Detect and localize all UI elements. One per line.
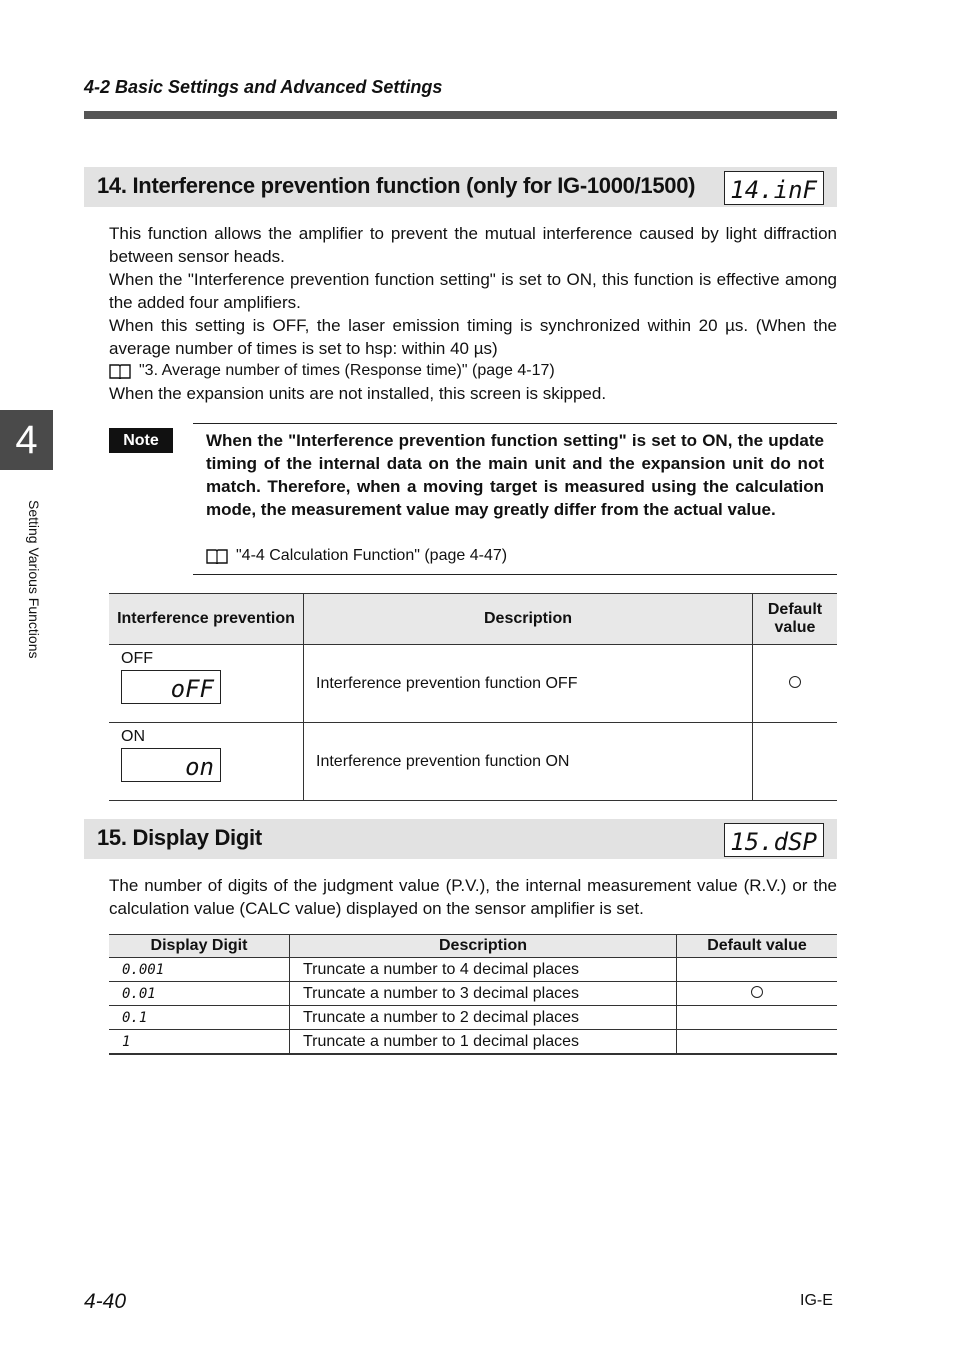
section-15-header [84, 819, 837, 859]
column-header: Default value [753, 594, 838, 645]
table-row [109, 982, 837, 1006]
lcd-display [121, 670, 221, 704]
note-reference-link[interactable] [206, 545, 507, 567]
document-code: IG-E [800, 1292, 833, 1309]
chapter-side-label [20, 500, 50, 710]
default-cell [677, 958, 838, 982]
header-rule [84, 111, 837, 119]
section-15-lcd-text: 15.dSP [730, 828, 817, 856]
section-15-title: 15. Display Digit [97, 825, 262, 850]
column-header: Default value [677, 935, 838, 958]
description-cell: Interference prevention function OFF [304, 645, 753, 723]
lcd-display [121, 748, 221, 782]
note-text: When the "Interference prevention function setting" is set to ON, the update timing of the internal data on the main unit and the expansion unit do not match. Therefore, when a moving target is measured using the calculation mode, the measurement value may greatly differ from the actual value. [206, 431, 824, 519]
section-14-lcd-display [724, 171, 824, 205]
paragraph: When this setting is OFF, the laser emission timing is synchronized within 20 µs. (When the average number of times is set to hsp: within 40 µs) [109, 316, 837, 358]
section-15-lcd-display [724, 823, 824, 857]
description-cell: Truncate a number to 3 decimal places [290, 982, 677, 1006]
book-icon [206, 548, 228, 564]
note-box [193, 423, 837, 575]
digit-cell: 0.001 [109, 958, 290, 982]
interference-table [109, 593, 837, 801]
description-cell: Truncate a number to 1 decimal places [290, 1030, 677, 1055]
lcd-text: on [185, 753, 214, 781]
digit-cell: 1 [109, 1030, 290, 1055]
default-cell [753, 645, 838, 723]
setting-cell [109, 723, 304, 801]
table-row [109, 645, 837, 723]
description-cell: Interference prevention function ON [304, 723, 753, 801]
reference-text: "3. Average number of times (Response time)" (page 4-17) [139, 362, 555, 379]
display-digit-table [109, 934, 837, 1055]
page-number: 4-40 [84, 1290, 127, 1313]
description-cell: Truncate a number to 4 decimal places [290, 958, 677, 982]
reference-link[interactable] [109, 360, 837, 382]
digit-cell: 0.01 [109, 982, 290, 1006]
column-header: Description [304, 594, 753, 645]
section-14-lcd-text: 14.inF [730, 176, 817, 204]
default-cell [677, 982, 838, 1006]
column-header: Display Digit [109, 935, 290, 958]
book-icon [109, 363, 131, 379]
note-reference-text: "4-4 Calculation Function" (page 4-47) [236, 547, 508, 564]
setting-label: OFF [121, 650, 153, 667]
paragraph: When the "Interference prevention function setting" is set to ON, this function is effective among the added four amplifiers. [109, 270, 837, 312]
column-header: Interference prevention [109, 594, 304, 645]
default-cell [677, 1006, 838, 1030]
default-cell [677, 1030, 838, 1055]
section-15-body [109, 874, 837, 920]
lcd-text: oFF [170, 675, 214, 703]
running-head: 4-2 Basic Settings and Advanced Settings [84, 77, 443, 97]
table-row [109, 1006, 837, 1030]
section-14-header [84, 167, 837, 207]
table-row [109, 958, 837, 982]
paragraph: The number of digits of the judgment value (P.V.), the internal measurement value (R.V.) or the calculation value (CALC value) displayed on the sensor amplifier is set. [109, 876, 837, 918]
digit-cell: 0.1 [109, 1006, 290, 1030]
section-14-body [109, 222, 837, 405]
table-row [109, 1030, 837, 1055]
chapter-side-label-text: Setting Various Functions [26, 500, 42, 659]
paragraph: This function allows the amplifier to prevent the mutual interference caused by light diffraction between sensor heads. [109, 224, 837, 266]
default-mark-icon [789, 676, 801, 688]
column-header: Description [290, 935, 677, 958]
paragraph: When the expansion units are not installed, this screen is skipped. [109, 384, 607, 403]
description-cell: Truncate a number to 2 decimal places [290, 1006, 677, 1030]
default-cell [753, 723, 838, 801]
note-badge: Note [109, 428, 173, 453]
default-mark-icon [751, 986, 763, 998]
table-row [109, 723, 837, 801]
chapter-tab: 4 [0, 410, 53, 470]
setting-label: ON [121, 728, 145, 745]
section-14-title: 14. Interference prevention function (only for IG-1000/1500) [97, 173, 696, 198]
setting-cell [109, 645, 304, 723]
